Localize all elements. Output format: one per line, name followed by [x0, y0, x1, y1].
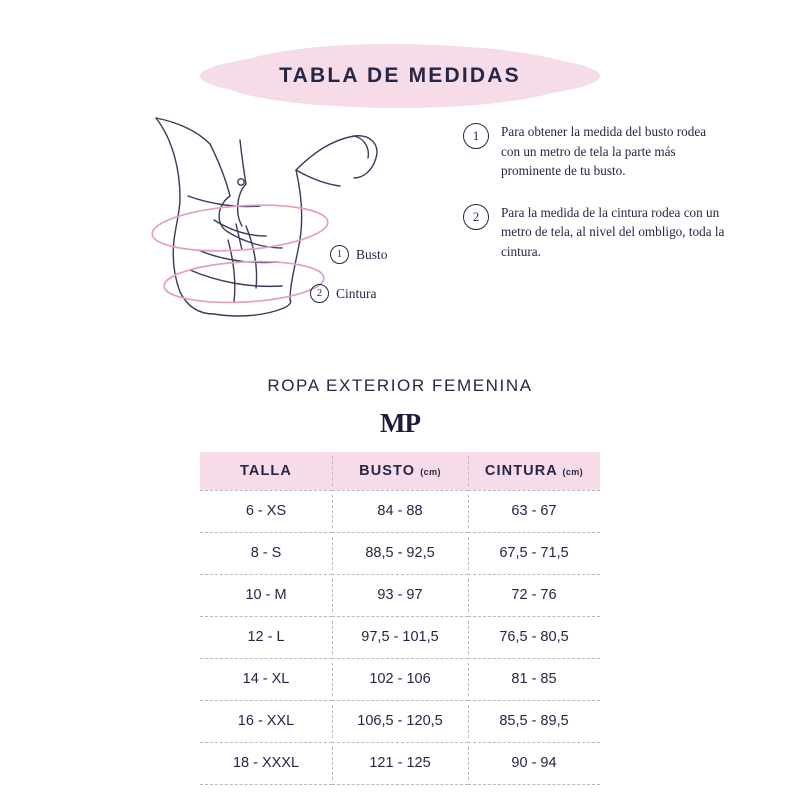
cell-busto: 106,5 - 120,5	[332, 700, 468, 742]
cell-busto: 84 - 88	[332, 490, 468, 532]
cell-cintura: 67,5 - 71,5	[468, 532, 600, 574]
instruction-text-1: Para obtener la medida del busto rodea con un metro de tela la parte más prominente de tu busto.	[501, 124, 707, 179]
column-header-talla-label: TALLA	[240, 462, 292, 479]
column-header-busto-unit: (cm)	[420, 466, 441, 477]
cell-talla: 18 - XXXL	[200, 742, 332, 784]
instruction-item	[463, 122, 753, 181]
table-row	[200, 574, 600, 616]
cell-cintura: 63 - 67	[468, 490, 600, 532]
table-row	[200, 742, 600, 784]
brand-logo: MP	[380, 408, 420, 438]
table-row	[200, 658, 600, 700]
illustration-label-cintura	[310, 284, 377, 303]
instruction-item	[463, 203, 753, 262]
cell-busto: 93 - 97	[332, 574, 468, 616]
cell-talla: 10 - M	[200, 574, 332, 616]
column-header-talla	[200, 452, 332, 490]
torso-line-drawing-icon	[118, 100, 448, 350]
column-header-cintura-unit: (cm)	[562, 466, 584, 477]
instruction-number-2-icon: 2	[463, 204, 489, 230]
instruction-number-1-icon: 1	[463, 123, 489, 149]
cell-busto: 97,5 - 101,5	[332, 616, 468, 658]
cell-talla: 8 - S	[200, 532, 332, 574]
cell-talla: 14 - XL	[200, 658, 332, 700]
column-header-busto	[332, 452, 468, 490]
table-row	[200, 700, 600, 742]
cell-cintura: 81 - 85	[468, 658, 600, 700]
column-header-cintura-label: CINTURA	[484, 462, 558, 479]
instruction-text-2: Para la medida de la cintura rodea con un metro de tela, al nivel del ombligo, toda la cintura.	[501, 204, 725, 259]
illustration-label-busto-text: Busto	[356, 246, 388, 262]
cell-busto: 102 - 106	[332, 658, 468, 700]
section-title: ROPA EXTERIOR FEMENINA	[267, 376, 533, 395]
illustration-label-cintura-text: Cintura	[336, 285, 377, 301]
cell-busto: 121 - 125	[332, 742, 468, 784]
illustration-label-busto	[330, 245, 388, 264]
cell-busto: 88,5 - 92,5	[332, 532, 468, 574]
size-table-body	[200, 490, 600, 784]
cell-talla: 6 - XS	[200, 490, 332, 532]
marker-1-icon: 1	[330, 245, 349, 264]
column-header-busto-label: BUSTO	[359, 462, 416, 479]
column-header-cintura	[468, 452, 600, 490]
cell-talla: 12 - L	[200, 616, 332, 658]
instructions-list	[463, 122, 753, 283]
cell-cintura: 85,5 - 89,5	[468, 700, 600, 742]
cell-cintura: 72 - 76	[468, 574, 600, 616]
size-table-head	[200, 452, 600, 490]
size-table	[200, 452, 600, 785]
page-title-banner	[200, 50, 600, 102]
body-measurement-illustration	[118, 100, 448, 350]
table-row	[200, 616, 600, 658]
table-header-row	[200, 452, 600, 490]
cell-talla: 16 - XXL	[200, 700, 332, 742]
table-row	[200, 490, 600, 532]
marker-2-icon: 2	[310, 284, 329, 303]
cell-cintura: 76,5 - 80,5	[468, 616, 600, 658]
size-table-wrapper	[200, 452, 600, 785]
table-row	[200, 532, 600, 574]
page-title: TABLA DE MEDIDAS	[279, 64, 521, 87]
cell-cintura: 90 - 94	[468, 742, 600, 784]
